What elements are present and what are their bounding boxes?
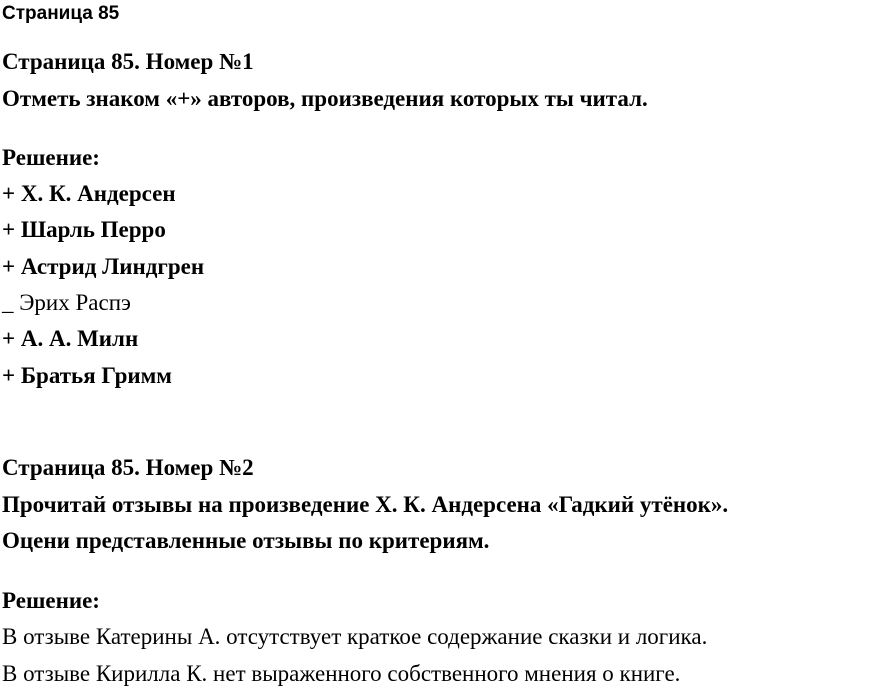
- task1-heading: Страница 85. Номер №1: [2, 49, 254, 74]
- task1-answer-milne: + А. А. Милн: [2, 326, 139, 351]
- task2-question-line2: Оцени представленные отзывы по критериям.: [2, 528, 490, 553]
- page-header: Страница 85: [2, 3, 120, 24]
- task1-answer-perrault: + Шарль Перро: [2, 217, 166, 242]
- task1-answer-raspe: _ Эрих Распэ: [2, 290, 131, 315]
- task2-heading: Страница 85. Номер №2: [2, 455, 254, 480]
- task1-question: Отметь знаком «+» авторов, произведения которых ты читал.: [2, 86, 648, 111]
- task1-answer-lindgren: + Астрид Линдгрен: [2, 254, 205, 279]
- task2-answer-2: В отзыве Кирилла К. нет выраженного собственного мнения о книге.: [2, 661, 681, 686]
- task2-solution-label: Решение:: [2, 588, 100, 613]
- task1-answer-andersen: + Х. К. Андерсен: [2, 181, 176, 206]
- task2-question-line1: Прочитай отзывы на произведение Х. К. Андерсена «Гадкий утёнок».: [2, 492, 729, 517]
- task2-answer-1: В отзыве Катерины А. отсутствует краткое содержание сказки и логика.: [2, 624, 708, 649]
- task1-solution-label: Решение:: [2, 145, 100, 170]
- task1-answer-grimm: + Братья Гримм: [2, 363, 172, 388]
